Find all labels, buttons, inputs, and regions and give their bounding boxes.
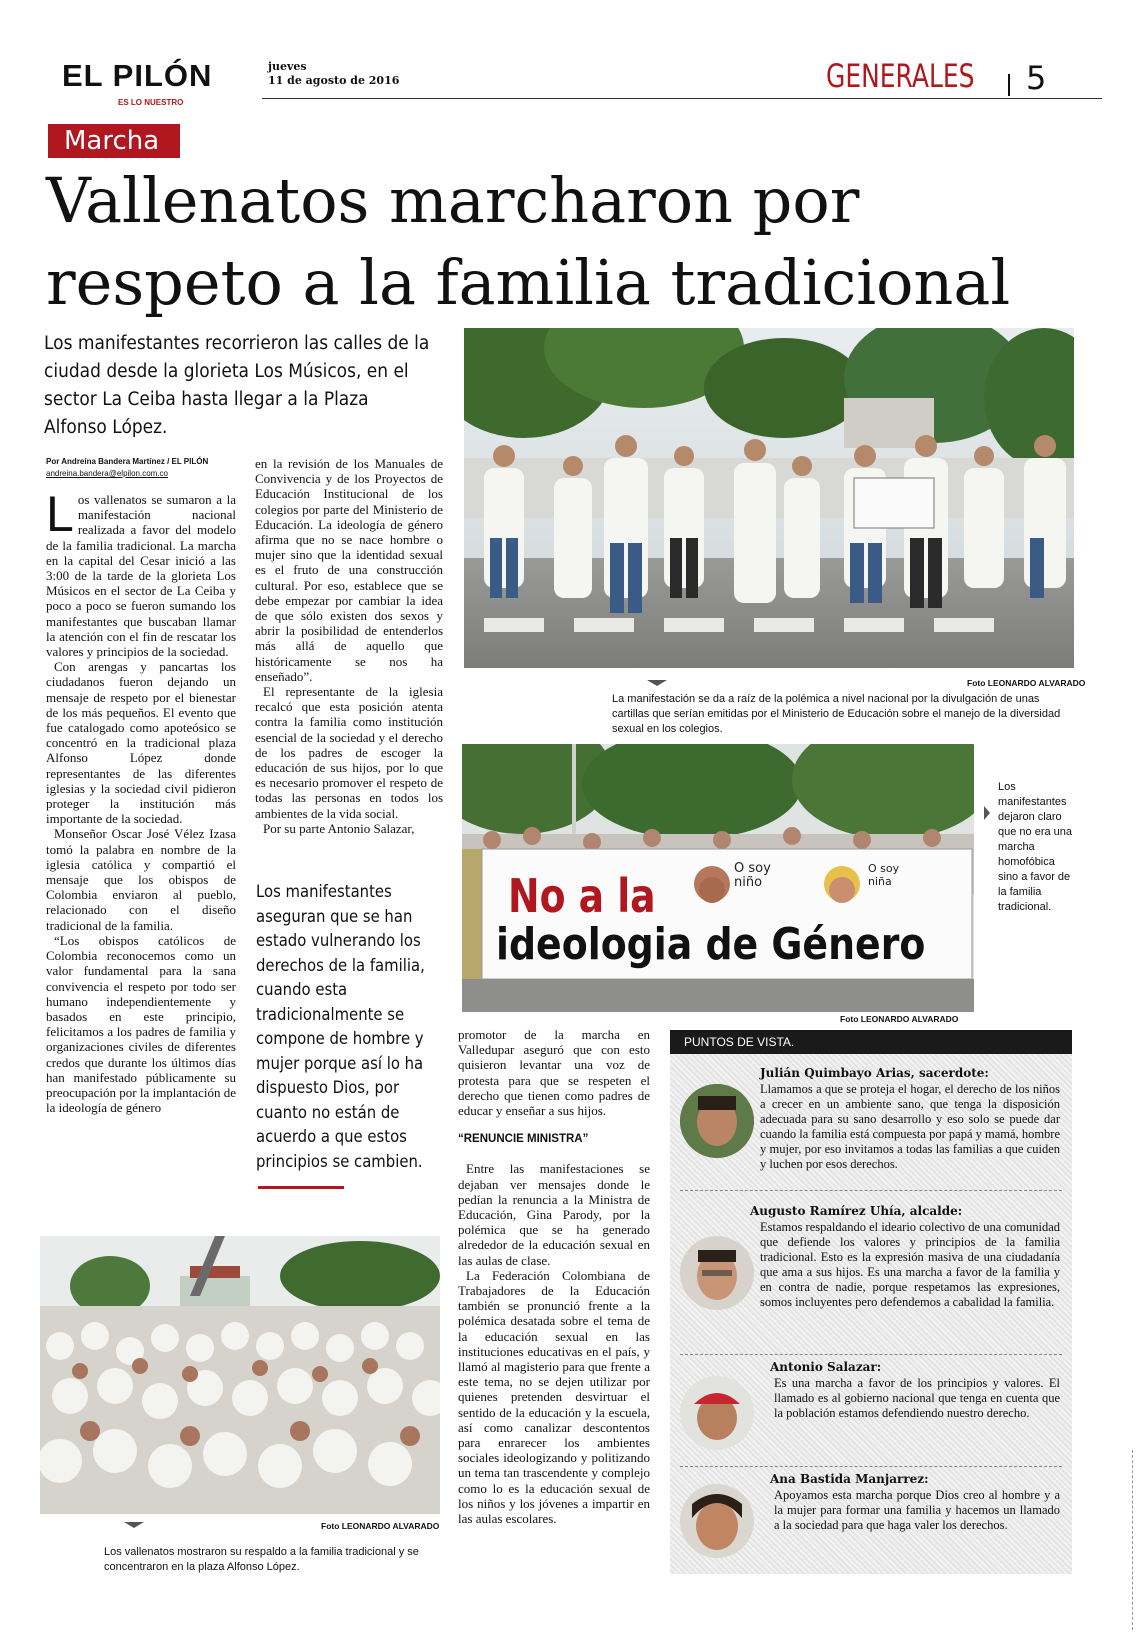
pull-quote-rule bbox=[258, 1186, 344, 1189]
viewpoint-name: Augusto Ramírez Uhía, alcalde: bbox=[750, 1204, 963, 1218]
article-deck: Los manifestantes recorrieron las calles de la ciudad desde la glorieta Los Músicos, en el sector La Ceiba hasta llegar a la Plaza Alfonso López. bbox=[44, 333, 430, 438]
banner-note-boy: O soy niño bbox=[734, 861, 771, 890]
byline bbox=[46, 456, 236, 480]
drop-cap: L bbox=[46, 486, 74, 542]
paragraph: Por su parte Antonio Salazar, bbox=[263, 820, 415, 836]
photo-plaza-crowd bbox=[40, 1236, 440, 1514]
avatar bbox=[680, 1484, 754, 1558]
article-column-1 bbox=[46, 486, 236, 1116]
viewpoint-text: Estamos respaldando el ideario colectivo de una comunidad que defiende los valores y principios de la familia tradicional. Esto es la expresión masiva de una ciudadanía que ama a sus hijos. Es una marcha a favor de la familia y en contra de nadie, porque respetamos las expresiones, somos incluyentes pero defendemos a cabalidad la familia. bbox=[760, 1220, 1060, 1309]
paragraph: Monseñor Oscar José Vélez Izasa tomó la palabra en nombre de la iglesia católica y compartió el mensaje que los obispos de Colombia enviaron al pueblo, relacionado con el diseño tradicional de la familia. bbox=[46, 826, 236, 933]
banner-note-girl: O soy niña bbox=[868, 862, 900, 888]
photo-credit: Foto LEONARDO ALVARADO bbox=[840, 1014, 959, 1024]
paragraph: Con arengas y pancartas los ciudadanos fueron dejando un mensaje de respeto por el bienestar de los más pequeños. El evento que fue catalogado como apoteósico se concentró en la tradicional plaza Alfonso López donde representantes de las diferentes iglesias y la sociedad civil pidieron proteger la institución más importante de la sociedad. bbox=[46, 659, 236, 827]
paragraph: La Federación Colombiana de Trabajadores de la Educación también se pronunció frente a la polémica desatada sobre el tema de la educación sexual en las instituciones educativas en el país, y llamó al magisterio para que frente a este tema, no se dejen utilizar por quienes pretenden desvirtuar el sentido de la educación y la escuela, así como canalizar descontentos para enrarecer los ambientes sociales ideologizando y politizando un tema tan trascendente y complejo como lo es la educación sexual de los niños y los jóvenes a impartir en las aulas escolares. bbox=[458, 1267, 650, 1527]
banner-text-line1: No a la bbox=[508, 869, 656, 923]
photo-credit: Foto LEONARDO ALVARADO bbox=[321, 1521, 440, 1531]
article-column-3 bbox=[458, 1027, 650, 1526]
paragraph: promotor de la marcha en Valledupar aseguró que con esto quisieron levantar una voz de protesta para que se respeten el derecho que tienen como padres de educar y enseñar a sus hijos. bbox=[458, 1027, 650, 1119]
page-gutter-line bbox=[1132, 1450, 1133, 1630]
photo-credit: Foto LEONARDO ALVARADO bbox=[967, 678, 1086, 688]
article-column-2 bbox=[255, 456, 443, 836]
paragraph: en la revisión de los Manuales de Convivencia y de los Proyectos de Educación Institucional de los colegios por parte del Ministerio de Educación. La ideología de género afirma que no se nace hombre o mujer sino que la identidad sexual es el fruto de una construcción cultural. Por eso, establece que se debe empezar por cambiar la idea de que sólo existen dos sexos y abrir la posibilidad de entenderlos más allá de aquello que históricamente se nos ha enseñado”. bbox=[255, 456, 443, 684]
viewpoint-divider bbox=[680, 1466, 1062, 1467]
section-separator bbox=[1008, 74, 1010, 96]
viewpoints-header: PUNTOS DE VISTA. bbox=[670, 1030, 1072, 1054]
viewpoint-name: Julián Quimbayo Arias, sacerdote: bbox=[760, 1066, 989, 1080]
section-name: GENERALES bbox=[826, 57, 975, 95]
paragraph: Entre las manifestaciones se dejaban ver mensajes donde le pedían la renuncia a la Ministra de Educación, Gina Parody, por la polémica que se ha generado alrededor de la educación sexual en las aulas de clase. bbox=[458, 1161, 650, 1268]
photo-march-street bbox=[464, 328, 1074, 668]
article-kicker: Marcha bbox=[48, 124, 180, 158]
avatar bbox=[680, 1376, 754, 1450]
viewpoint-text: Es una marcha a favor de los principios y valores. El llamado es al gobierno nacional que tenga en cuenta que la población estamos defendiendo nuestro derecho. bbox=[774, 1376, 1060, 1420]
viewpoints-box bbox=[670, 1054, 1072, 1574]
caption-pointer bbox=[124, 1522, 144, 1528]
avatar bbox=[680, 1084, 754, 1158]
logo-name: EL PILÓN bbox=[62, 58, 213, 93]
pull-quote: Los manifestantes aseguran que se han estado vulnerando los derechos de la familia, cuando esta tradicionalmente se compone de hombre y mujer porque así lo ha dispuesto Dios, por cuanto no están de acuerdo a que estos principios se cambien. bbox=[256, 882, 425, 1171]
article-headline: Vallenatos marcharon por respeto a la familia tradicional bbox=[46, 164, 1011, 319]
caption-pointer bbox=[984, 806, 990, 820]
byline-author: Por Andreína Bandera Martínez / EL PILÓN bbox=[46, 457, 209, 466]
article-subhead: “RENUNCIE MINISTRA” bbox=[458, 1133, 589, 1146]
issue-day: jueves bbox=[268, 60, 307, 73]
logo-tagline: ES LO NUESTRO bbox=[118, 98, 184, 107]
photo-banner bbox=[462, 744, 974, 1012]
paragraph: os vallenatos se sumaron a la manifestación nacional realizada a favor del modelo de la familia tradicional. La marcha en la capital del Cesar inició a las 3:00 de la tarde de la glorieta Los Músicos en el sector de La Ceiba y poco a poco se fueron sumando los manifestantes que buscaban llamar la atención con el fin de rescatar los valores y principios de la sociedad. bbox=[46, 492, 236, 660]
caption-pointer bbox=[647, 680, 667, 686]
byline-email[interactable]: andreina.bandera@elpilon.com.co bbox=[46, 469, 168, 478]
header-rule bbox=[262, 98, 1102, 99]
issue-date bbox=[268, 60, 399, 88]
viewpoint-name: Antonio Salazar: bbox=[770, 1360, 882, 1374]
photo-caption: La manifestación se da a raíz de la polémica a nivel nacional por la divulgación de unas cartillas que serían emitidas por el Ministerio de Educación sobre el manejo de la diversidad sexual en los colegios. bbox=[612, 693, 1061, 735]
viewpoint-divider bbox=[680, 1190, 1062, 1191]
photo-caption: Los manifestantes dejaron claro que no era una marcha homofóbica sino a favor de la familia tradicional. bbox=[998, 781, 1073, 913]
photo-caption: Los vallenatos mostraron su respaldo a la familia tradicional y se concentraron en la plaza Alfonso López. bbox=[104, 1546, 419, 1573]
page-number: 5 bbox=[1026, 59, 1047, 97]
viewpoint-name: Ana Bastida Manjarrez: bbox=[770, 1472, 929, 1486]
viewpoint-text: Apoyamos esta marcha porque Dios creo al hombre y a la mujer para formar una familia y hacemos un llamado a la sociedad para que haga valer los derechos. bbox=[774, 1488, 1060, 1532]
newspaper-logo bbox=[62, 60, 252, 110]
paragraph: El representante de la iglesia recalcó que esta posición atenta contra la familia como institución esencial de la sociedad y el derecho de los padres de escoger la educación de sus hijos, por lo que es necesario promover el respeto de todas las personas en todos los ambientes de la vida social. bbox=[255, 684, 443, 821]
banner-text-line2: ideologia de Género bbox=[496, 919, 926, 970]
viewpoint-divider bbox=[680, 1354, 1062, 1355]
paragraph: “Los obispos católicos de Colombia reconocemos como un valor fundamental para la sana convivencia el respeto por todo ser humano independientemente y basados en este principio, felicitamos a los padres de familia y organizaciones civiles de diferentes credos que durante los últimos días han manifestado públicamente su preocupación por la implantación de la ideología de género bbox=[46, 932, 236, 1116]
issue-date-text: 11 de agosto de 2016 bbox=[268, 74, 400, 87]
viewpoint-text: Llamamos a que se proteja el hogar, el derecho de los niños a crecer en un ambiente sano, que tenga la disposición adecuada para su sano desarrollo y eso solo se puede dar cuando la familia está compuesta por papá y mamá, hombre y mujer, por eso invitamos a todas las familias a que cuiden y luchen por esos derechos. bbox=[760, 1082, 1060, 1171]
avatar bbox=[680, 1236, 754, 1310]
